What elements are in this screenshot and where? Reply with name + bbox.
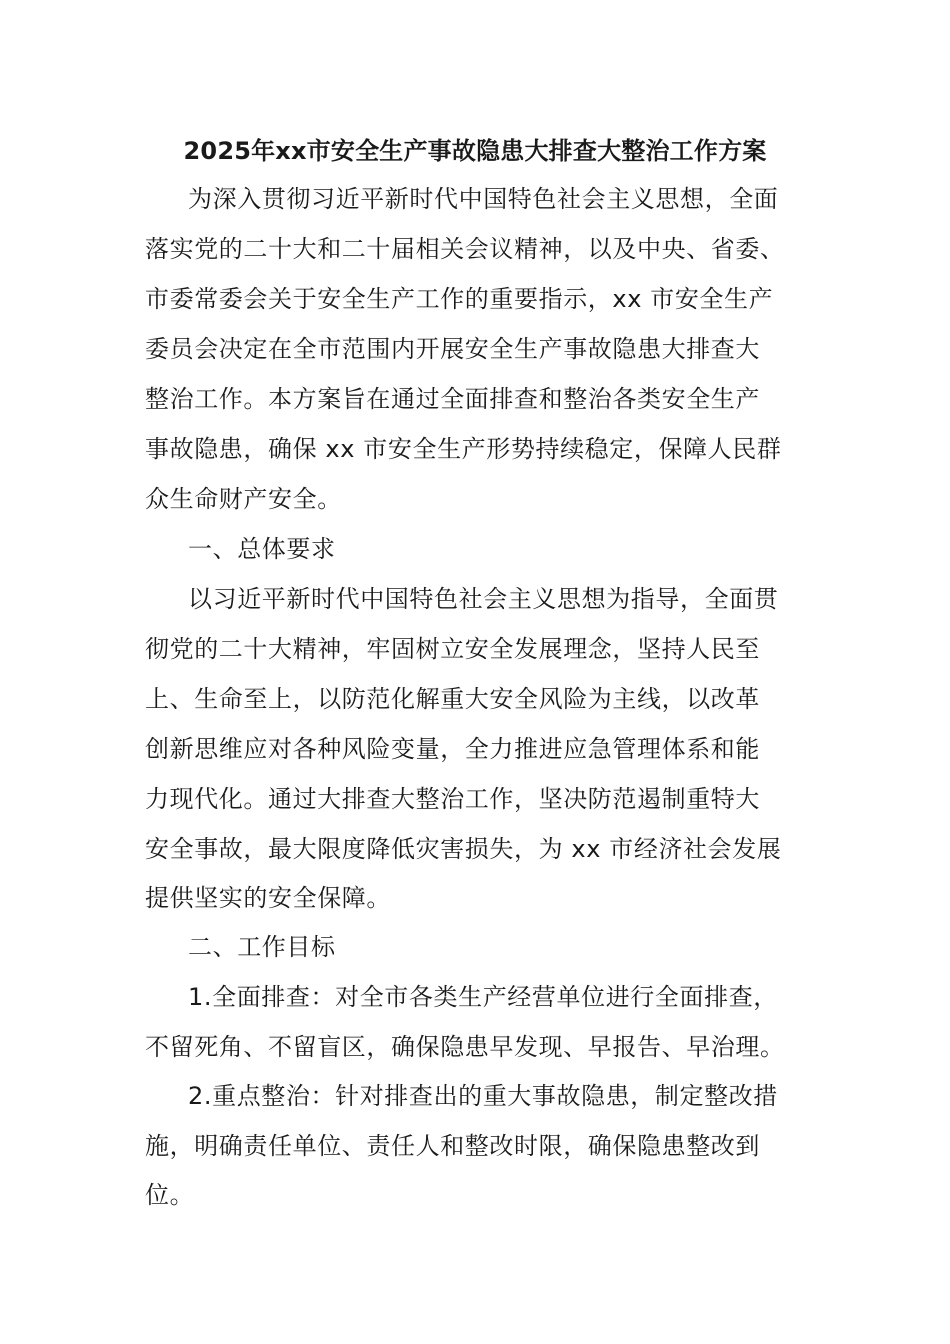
section1-line-4: 创新思维应对各种风险变量，全力推进应急管理体系和能	[145, 735, 760, 763]
intro-line-2: 落实党的二十大和二十届相关会议精神，以及中央、省委、	[145, 235, 785, 263]
section-heading-1: 一、总体要求	[188, 535, 336, 563]
section1-line-5: 力现代化。通过大排查大整治工作，坚决防范遏制重特大	[145, 785, 760, 813]
intro-line-6: 事故隐患，确保 xx 市安全生产形势持续稳定，保障人民群	[145, 435, 782, 463]
intro-line-3: 市委常委会关于安全生产工作的重要指示，xx 市安全生产	[145, 285, 774, 313]
goal2-line-1: 2.重点整治：针对排查出的重大事故隐患，制定整改措	[188, 1082, 778, 1110]
intro-line-4: 委员会决定在全市范围内开展安全生产事故隐患大排查大	[145, 335, 760, 363]
section1-line-1: 以习近平新时代中国特色社会主义思想为指导，全面贯	[188, 585, 779, 613]
goal1-line-1: 1.全面排查：对全市各类生产经营单位进行全面排查，	[188, 983, 778, 1011]
goal2-line-2: 施，明确责任单位、责任人和整改时限，确保隐患整改到	[145, 1132, 760, 1160]
document-title: 2025年xx市安全生产事故隐患大排查大整治工作方案	[183, 137, 767, 165]
section1-line-2: 彻党的二十大精神，牢固树立安全发展理念，坚持人民至	[145, 635, 760, 663]
section1-line-7: 提供坚实的安全保障。	[145, 884, 391, 912]
section-heading-2: 二、工作目标	[188, 933, 336, 961]
intro-line-1: 为深入贯彻习近平新时代中国特色社会主义思想，全面	[188, 185, 779, 213]
section1-line-6: 安全事故，最大限度降低灾害损失，为 xx 市经济社会发展	[145, 835, 782, 863]
intro-line-7: 众生命财产安全。	[145, 485, 342, 513]
goal2-line-3: 位。	[145, 1181, 195, 1209]
goal1-line-2: 不留死角、不留盲区，确保隐患早发现、早报告、早治理。	[145, 1033, 785, 1061]
intro-line-5: 整治工作。本方案旨在通过全面排查和整治各类安全生产	[145, 385, 760, 413]
section1-line-3: 上、生命至上，以防范化解重大安全风险为主线，以改革	[145, 685, 760, 713]
